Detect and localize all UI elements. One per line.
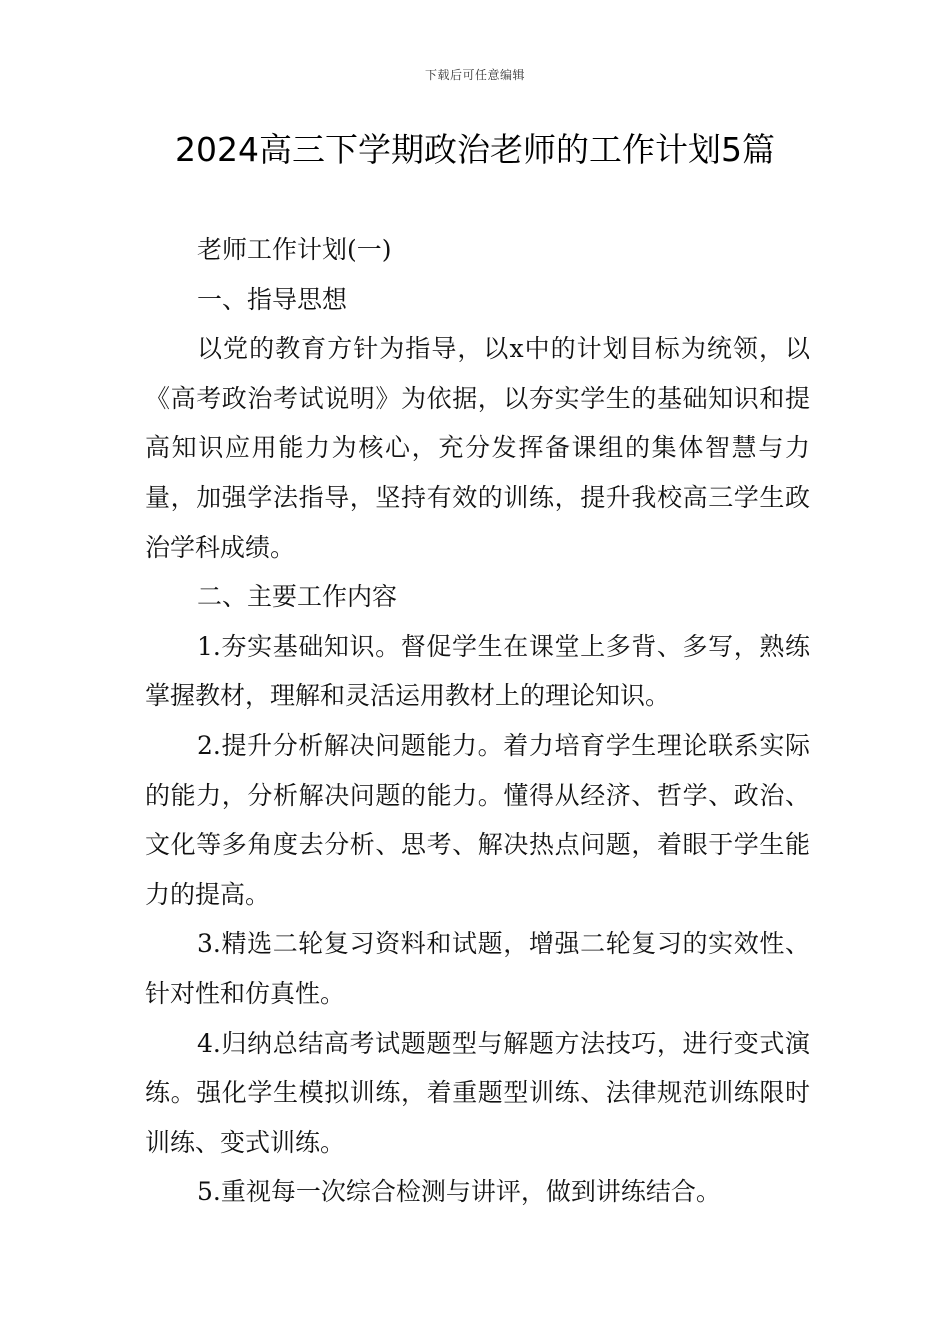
document-title: 2024高三下学期政治老师的工作计划5篇 [175, 130, 775, 169]
header-note: 下载后可任意编辑 [424, 68, 525, 82]
list-item-5: 5.重视每一次综合检测与讲评，做到讲练结合。 [197, 1177, 721, 1207]
section-heading-guiding-ideology: 一、指导思想 [197, 284, 348, 314]
list-item-2: 2.提升分析解决问题能力。着力培育学生理论联系实际的能力，分析解决问题的能力。懂得从经济、哲学、政治、文化等多角度去分析、思考、解决热点问题，着眼于学生能力的提高。 [145, 730, 810, 909]
paragraph-guiding-ideology: 以党的教育方针为指导，以x中的计划目标为统领，以《高考政治考试说明》为依据，以夯实学生的基础知识和提高知识应用能力为核心，充分发挥备课组的集体智慧与力量，加强学法指导，坚持有效的训练，提升我校高三学生政治学科成绩。 [145, 334, 810, 562]
list-item-4: 4.归纳总结高考试题题型与解题方法技巧，进行变式演练。强化学生模拟训练，着重题型训练、法律规范训练限时训练、变式训练。 [145, 1028, 810, 1157]
section-heading-plan-one: 老师工作计划(一) [197, 235, 392, 264]
list-item-1: 1.夯实基础知识。督促学生在课堂上多背、多写，熟练掌握教材，理解和灵活运用教材上的理论知识。 [145, 631, 810, 711]
section-heading-main-work: 二、主要工作内容 [197, 582, 398, 612]
list-item-3: 3.精选二轮复习资料和试题，增强二轮复习的实效性、针对性和仿真性。 [145, 929, 810, 1008]
document-body [145, 225, 810, 1217]
